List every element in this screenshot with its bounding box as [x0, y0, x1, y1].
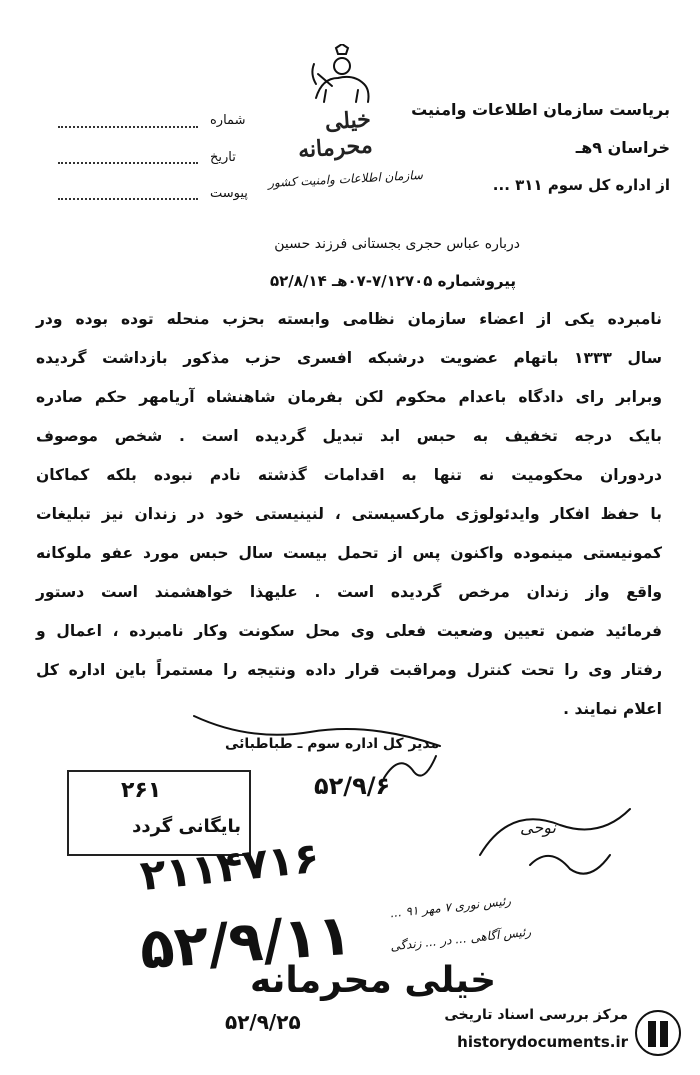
handwritten-signature-icon: [470, 795, 640, 885]
field-number-line: [58, 126, 198, 128]
registration-date-stamp: ۵۲/۹/۱۱: [137, 902, 354, 983]
handwritten-note-2: رئیس آگاهی ... در ... زندگی: [389, 924, 532, 954]
org-line-3: از اداره کل سوم ۳۱۱ ...: [492, 176, 670, 194]
field-attachment-label: پیوست: [210, 186, 248, 201]
signer-title: مدیر کل اداره سوم ـ طباطبائی: [225, 736, 440, 752]
org-stamp-subtitle: سازمان اطلاعات وامنیت کشور: [267, 167, 424, 191]
subject-line: درباره عباس حجری بجستانی فرزند حسین: [274, 236, 520, 252]
field-attachment-line: [58, 198, 198, 200]
body-line: دردوران محکومیت نه تنها به اقدامات گذشته نادم نبوده بلکه کماکان: [36, 466, 662, 484]
archive-box-number: ۲۶۱: [121, 778, 162, 803]
archive-logo-icon: [634, 1009, 682, 1057]
watermark: [396, 1005, 686, 1065]
handwritten-initial: نوحی: [520, 818, 556, 837]
initials-scribble-icon: [380, 748, 440, 788]
watermark-url: historydocuments.ir: [457, 1033, 628, 1051]
field-date-label: تاریخ: [210, 150, 236, 165]
body-line: کمونیستی مینموده واکنون پس از تحمل بیست سال حبس مورد عفو ملوکانه: [36, 544, 662, 562]
body-line: وبرابر رای دادگاه باعدام محکوم لکن بفرمان شاهنشاه آریامهر حکم صادره: [36, 388, 662, 406]
signature-date: ۵۲/۹/۶: [314, 772, 391, 800]
body-line: نامبرده یکی از اعضاء سازمان نظامی وابسته بحزب منحله توده بوده ودر: [36, 310, 662, 328]
body-line: فرمائید ضمن تعیین وضعیت فعلی وی محل سکونت وکار نامبرده ، اعمال و: [36, 622, 662, 640]
reference-number: پیروشماره ۷/۱۲۷۰۵-۰۷هـ ۵۲/۸/۱۴: [269, 272, 516, 290]
org-line-2: خراسان ۹هـ: [575, 138, 670, 157]
field-date-line: [58, 162, 198, 164]
body-line: با حفظ افکار وایدئولوژی مارکسیستی ، لنینیستی خود در زندان نیز تبلیغات: [36, 505, 662, 523]
body-line: رفتار وی را تحت کنترل ومراقبت قرار داده ونتیجه را مستمراً باین اداره کل: [36, 661, 662, 679]
handwritten-note-1: رئیس نوری ۷ مهر ۹۱ ...: [389, 893, 512, 921]
lion-and-sun-emblem-icon: [308, 44, 378, 110]
secret-stamp: خیلی محرمانه: [297, 106, 374, 164]
body-line: سال ۱۳۳۳ باتهام عضویت درشبکه افسری حزب مذکور بازداشت گردیده: [36, 349, 662, 367]
registration-number-stamp: ۲۱۱۴۷۱۶: [137, 832, 322, 901]
body-line: بایک درجه تخفیف به حبس ابد تبدیل گردیده است . شخص موصوف: [36, 427, 662, 445]
bottom-date-stamp: ۵۲/۹/۲۵: [225, 1010, 301, 1034]
org-line-1: بریاست سازمان اطلاعات وامنیت: [411, 100, 670, 119]
body-line: واقع واز زندان مرخص گردیده است . علیهذا خواهشمند است دستور: [36, 583, 662, 601]
watermark-persian-text: مرکز بررسی اسناد تاریخی: [444, 1007, 628, 1023]
archive-box-label: بایگانی گردد: [132, 816, 241, 837]
body-line-last: اعلام نمایند .: [563, 700, 662, 718]
field-number-label: شماره: [210, 113, 246, 128]
secret-stamp-bottom: خیلی محرمانه: [250, 960, 497, 1001]
